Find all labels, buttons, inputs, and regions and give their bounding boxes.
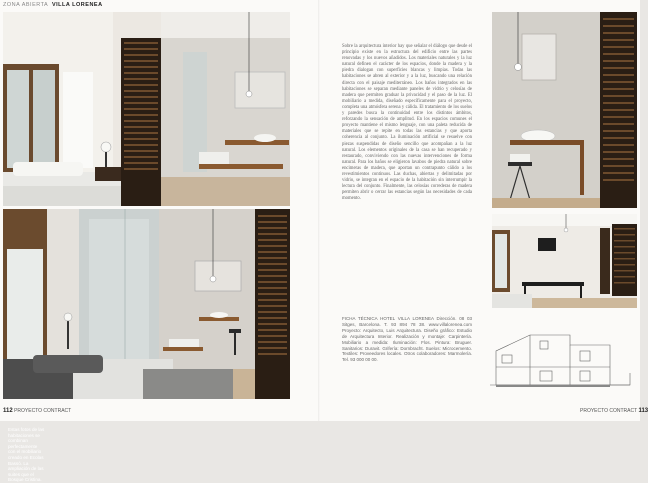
bedroom-photo [3, 12, 290, 206]
article-body: Sobre la arquitectura interior hay que señalar el diálogo que desde el principio existe en la estructura del edificio entre las partes renovadas y los nuevos añadidos. Los materiales naturales y la luz natural definen el carácter de los espacios, donde la madera y la piedra dialogan con superficies blancas y limpias. Todas las habitaciones se abren al exterior y a la luz, buscando una relación directa con el paisaje mediterráneo. Los baños integrados en las habitaciones se separan mediante paneles de vidrio y celosías de madera que permiten graduar la privacidad y el paso de la luz. El mobiliario a medida, diseñado específicamente para el proyecto, completa una atmósfera serena y cálida. El tratamiento de los suelos y paredes busca la continuidad entre los distintos ámbitos, reforzando la sensación de amplitud. En los espacios comunes el proyecto mantiene el mismo lenguaje, con una paleta reducida de materiales que se repite en todas las estancias y que aporta coherencia al conjunto. La iluminación artificial se resuelve con piezas suspendidas de diseño sencillo que acompañan a la luz natural. Los elementos originales de la casa se han recuperado y restaurado, conviviendo con las nuevas intervenciones de forma natural. Para los baños se eligieron lavabos de piedra natural sobre encimeras de madera, que aportan un contrapunto cálido a los revestimientos continuos. Las duchas, abiertas y delimitadas por vidrio, se integran en el espacio de la habitación sin interrumpir la lectura del conjunto. Finalmente, las celosías correderas de madera permiten abrir o cerrar las estancias según las necesidades de cada momento. [342, 44, 472, 202]
section-header [3, 2, 103, 8]
magazine-name-right: PROYECTO CONTRACT [580, 408, 638, 414]
folio-right [580, 408, 648, 414]
magazine-name-left: PROYECTO CONTRACT [14, 408, 72, 414]
left-page [0, 0, 320, 483]
washbasin-photo [492, 12, 637, 208]
folio-left [3, 408, 71, 414]
section-label: ZONA ABIERTA [3, 2, 48, 8]
room-photo [492, 214, 637, 308]
page-number-right: 113 [638, 408, 648, 414]
photo-caption: Estas fotos de las habitaciones se combinan perfectamente con el mobiliario creado en Ecolas Bassó. La ampliación de las suites que el Bosque Cristina. [8, 427, 45, 483]
credits-block: FICHA TÉCNICA HOTEL VILLA LORENEA Dirección. 08 03 Sitges, Barcelona. T. 93 894 78 38. www.villalorenea.com Proyecto: Arquitecto, Luis Arquitectura. Diseño gráfico: Estudio de Arquitectura Interior. Realización y montaje: Carpintería. Mobiliario a medida: Iluminación: Flos. Pintura: Bruguer. Sanitarios: Duravit. Grifería: Dornbracht. Suelos: Microcemento. Textiles: Proveedores locales. Otros colaboradores: Marmolería. Tel. 93 000 00 00. [342, 316, 472, 363]
section-drawing [490, 315, 638, 401]
page-number-left: 112 [3, 408, 13, 414]
project-label: VILLA LORENEA [51, 2, 103, 8]
